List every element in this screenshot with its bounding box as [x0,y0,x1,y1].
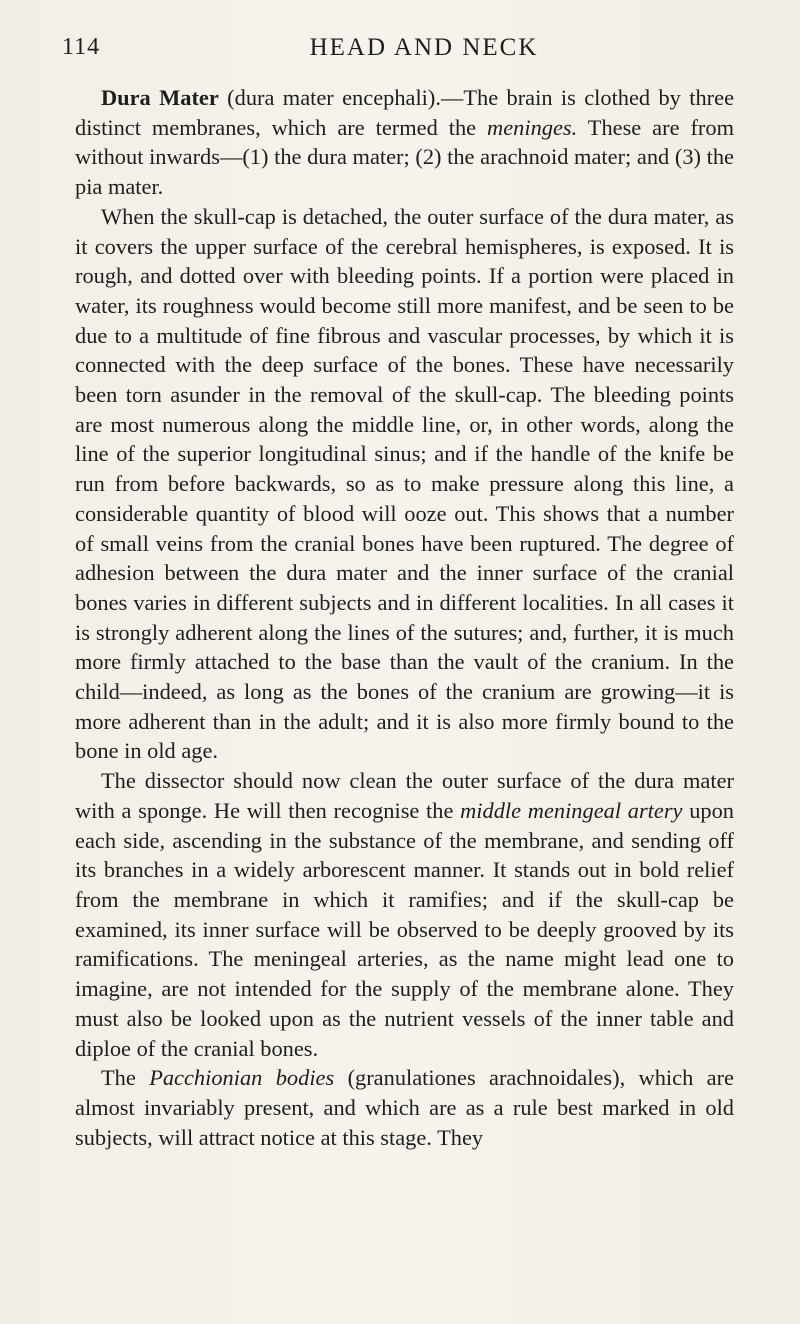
page-header [62,34,746,66]
paragraph-text: The dissector should now clean the outer surface of the dura mater with a sponge. He will then recognise the [75,768,734,823]
paragraph-skull-cap: When the skull-cap is detached, the outer surface of the dura mater, as it covers the upper surface of the cerebral hemispheres, is exposed. It is rough, and dotted over with bleeding points. If a portion were placed in water, its roughness would become still more manifest, and be seen to be due to a multitude of fine fibrous and vascular processes, by which it is connected with the deep surface of the bones. These have necessarily been torn asunder in the removal of the skull-cap. The bleeding points are most numerous along the middle line, or, in other words, along the line of the superior longitudinal sinus; and if the handle of the knife be run from before backwards, so as to make pressure along this line, a considerable quantity of blood will ooze out. This shows that a number of small veins from the cranial bones have been ruptured. The degree of adhesion between the dura mater and the inner surface of the cranial bones varies in different subjects and in different localities. In all cases it is strongly adherent along the lines of the sutures; and, further, it is much more firmly attached to the base than the vault of the cranium. In the child—indeed, as long as the bones of the cranium are growing—it is more adherent than in the adult; and it is also more firmly bound to the bone in old age. [75,203,734,764]
paragraph-text: upon each side, ascending in the substance of the membrane, and sending off its branches in a widely arborescent manner. It stands out in bold relief from the membrane in which it ramifies; and if the skull-cap be examined, its inner surface will be observed to be deeply grooved by its ramifications. The meningeal arteries, as the name might lead one to imagine, are not intended for the supply of the membrane alone. They must also be looked upon as the nutrient vessels of the inner table and diploe of the cranial bones. [75,797,734,1061]
italic-term: meninges. [487,114,578,140]
page-body [75,83,734,1152]
italic-term: Pacchionian bodies [149,1065,335,1091]
paragraph-dissector [75,766,734,1063]
running-head: HEAD AND NECK [309,34,539,61]
paragraph-text: (granulationes arachnoidales), which are almost invariably present, and which are as a rule best marked in old subjects, will attract notice at this stage. They [75,1065,734,1150]
paragraph-text: The [101,1065,150,1091]
paragraph-text: These are from without inwards—(1) the dura mater; (2) the arachnoid mater; and (3) the pia mater. [75,114,734,200]
italic-term: middle meningeal artery [460,797,683,823]
paragraph-dura-mater [75,83,734,202]
page-number: 114 [62,34,101,60]
paragraph-pacchionian [75,1063,734,1152]
section-heading: Dura Mater [101,85,219,110]
paragraph-text: (dura mater encephali).—The brain is clothed by three distinct membranes, which are termed the [75,85,735,140]
